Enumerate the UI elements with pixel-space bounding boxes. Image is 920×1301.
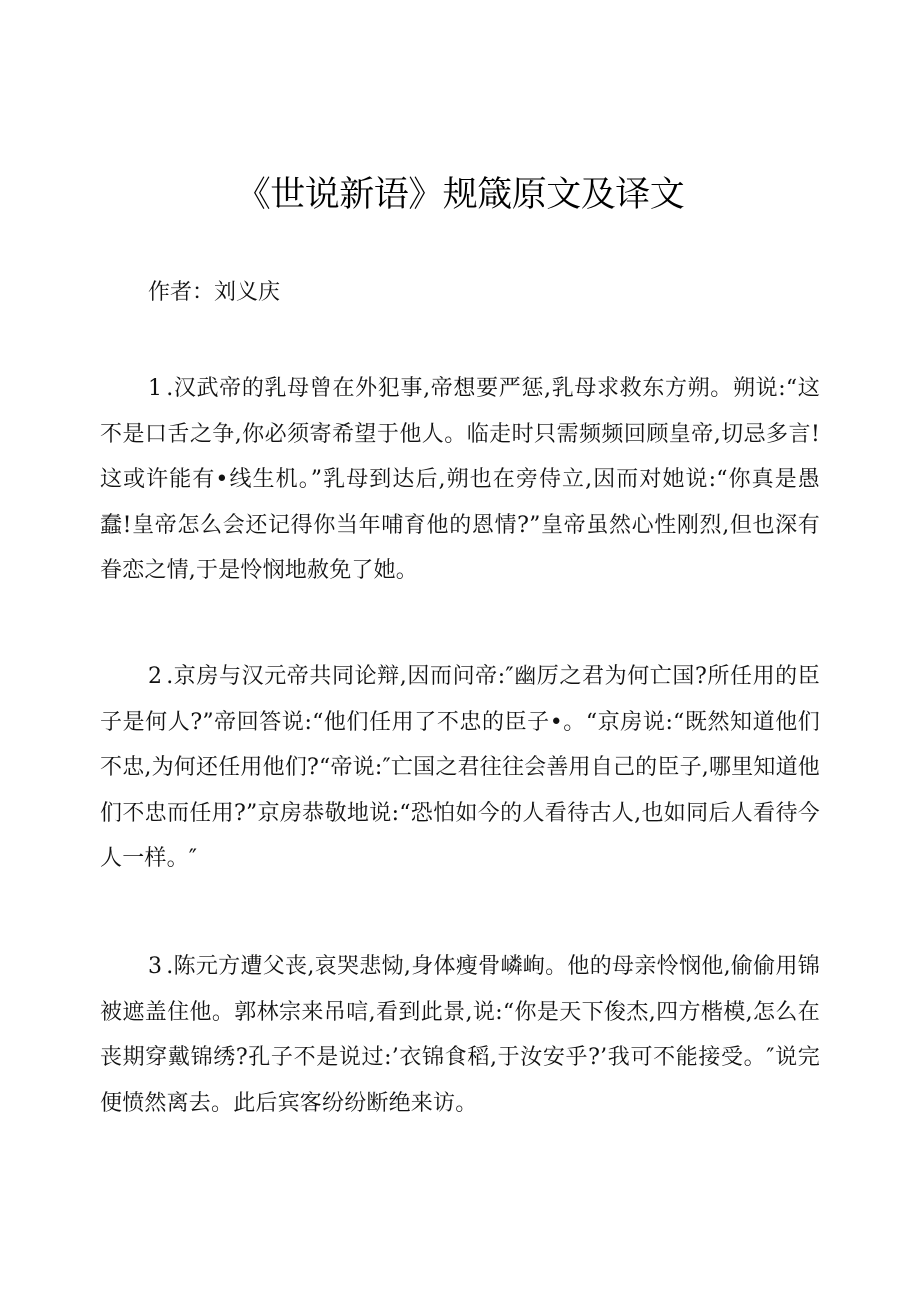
paragraph-number: 3 xyxy=(148,954,163,979)
paragraph-text: .陈元方遭父丧,哀哭悲恸,身体瘦骨嶙峋。他的母亲怜悯他,偷偷用锦被遮盖住他。郭林宗来吊唁,看到此景,说:“你是天下俊杰,四方楷模,怎么在丧期穿戴锦绣?孔子不是说过:’衣锦食稻,于汝安乎?’我可不能接受。″说完便愤然离去。此后宾客纷纷断绝来访。 xyxy=(100,954,820,1116)
paragraph-1 xyxy=(100,366,820,594)
paragraph-text: .京房与汉元帝共同论辩,因而问帝:″幽厉之君为何亡国?所任用的臣子是何人?”帝回答说:“他们任用了不忠的臣子•。“京房说:“既然知道他们不忠,为何还任用他们?“帝说:″亡国之君往往会善用自己的臣子,哪里知道他们不忠而任用?”京房恭敬地说:“恐怕如今的人看待古人,也如同后人看待今人一样。″ xyxy=(100,664,820,871)
paragraph-text: .汉武帝的乳母曾在外犯事,帝想要严惩,乳母求救东方朔。朔说:“这不是口舌之争,你必须寄希望于他人。临走时只需频频回顾皇帝,切忌多言!这或许能有•线生机。”乳母到达后,朔也在旁侍立,因而对她说:“你真是愚蠢!皇帝怎么会还记得你当年哺育他的恩情?”皇帝虽然心性刚烈,但也深有眷恋之情,于是怜悯地赦免了她。 xyxy=(100,376,820,583)
paragraph-number: 1 xyxy=(148,376,163,401)
paragraph-number: 2 xyxy=(148,664,163,689)
paragraph-3 xyxy=(100,944,820,1126)
document-title: 《世说新语》规箴原文及译文 xyxy=(235,175,685,215)
author-line: 作者：刘义庆 xyxy=(148,280,281,305)
paragraph-2 xyxy=(100,654,820,882)
